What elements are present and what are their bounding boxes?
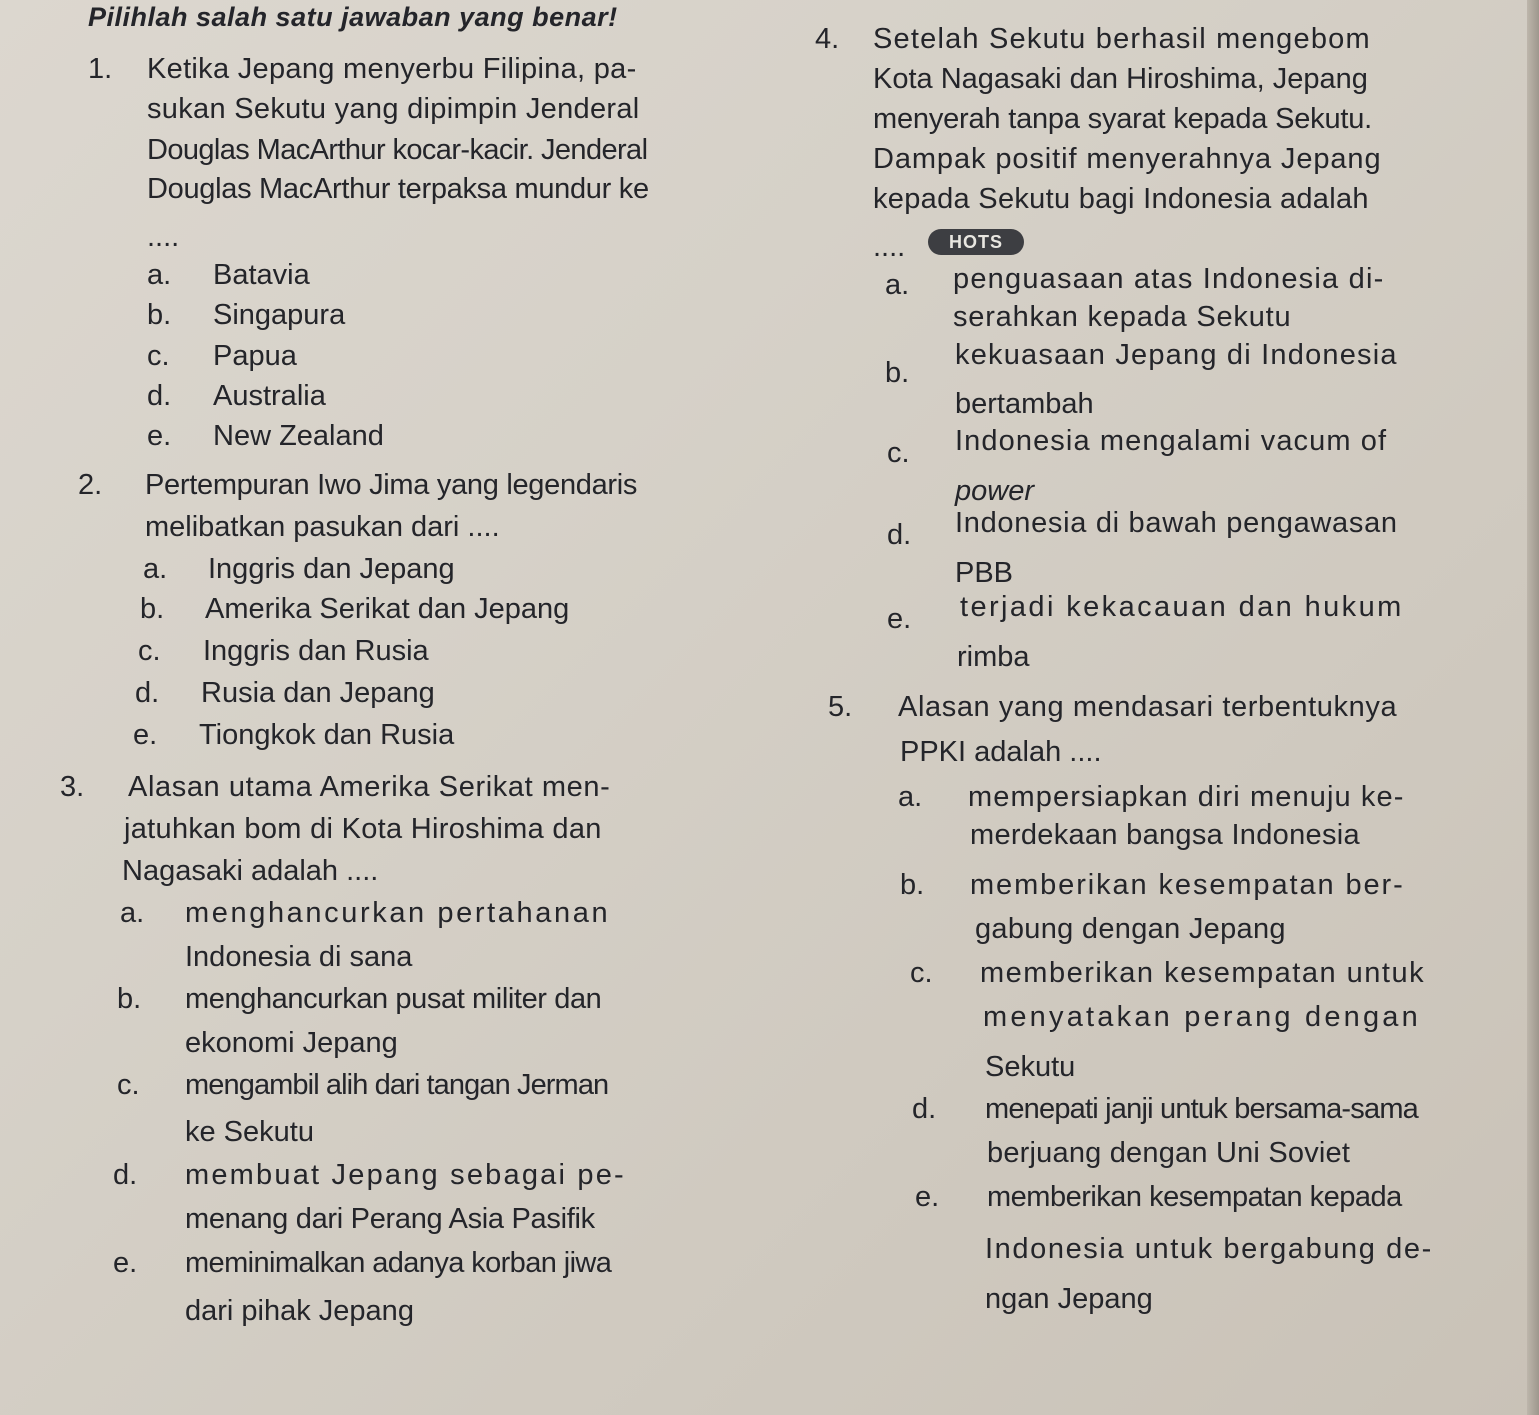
option-text[interactable]: mempersiapkan diri menuju ke- xyxy=(968,781,1405,813)
option-letter[interactable]: e. xyxy=(113,1247,138,1279)
option-text[interactable]: Inggris dan Jepang xyxy=(208,553,455,585)
question-text-line: Douglas MacArthur terpaksa mundur ke xyxy=(147,173,649,205)
option-text[interactable]: mengambil alih dari tangan Jerman xyxy=(185,1069,609,1101)
option-text[interactable]: rimba xyxy=(957,641,1030,673)
question-ellipsis: .... xyxy=(147,221,180,253)
question-number: 2. xyxy=(78,469,103,501)
question-text-line: kepada Sekutu bagi Indonesia adalah xyxy=(873,183,1369,215)
option-letter[interactable]: b. xyxy=(117,983,142,1015)
question-text-line: Nagasaki adalah .... xyxy=(122,855,379,887)
option-letter[interactable]: d. xyxy=(113,1159,138,1191)
option-text[interactable]: bertambah xyxy=(955,388,1094,420)
option-text[interactable]: terjadi kekacauan dan hukum xyxy=(960,591,1404,623)
question-ellipsis: .... xyxy=(873,231,906,263)
option-letter[interactable]: d. xyxy=(147,380,172,412)
option-letter[interactable]: e. xyxy=(147,420,172,452)
option-letter[interactable]: a. xyxy=(120,897,145,929)
question-text-line: melibatkan pasukan dari .... xyxy=(145,511,500,543)
option-text[interactable]: merdekaan bangsa Indonesia xyxy=(970,819,1360,851)
option-letter[interactable]: b. xyxy=(140,593,165,625)
option-letter[interactable]: e. xyxy=(887,603,912,635)
option-text[interactable]: Inggris dan Rusia xyxy=(203,635,429,667)
option-letter[interactable]: e. xyxy=(915,1181,940,1213)
option-text[interactable]: Tiongkok dan Rusia xyxy=(199,719,455,751)
question-text-line: Dampak positif menyerahnya Jepang xyxy=(873,143,1382,175)
option-text[interactable]: memberikan kesempatan ber- xyxy=(970,869,1405,901)
option-text[interactable]: ke Sekutu xyxy=(185,1116,314,1148)
page-edge xyxy=(1527,0,1539,1415)
option-text[interactable]: membuat Jepang sebagai pe- xyxy=(185,1159,626,1191)
question-number: 3. xyxy=(60,771,85,803)
option-text[interactable]: Rusia dan Jepang xyxy=(201,677,435,709)
option-text[interactable]: memberikan kesempatan kepada xyxy=(987,1181,1402,1213)
option-letter[interactable]: a. xyxy=(885,269,910,301)
question-text-line: Kota Nagasaki dan Hiroshima, Jepang xyxy=(873,63,1368,95)
question-text-line: jatuhkan bom di Kota Hiroshima dan xyxy=(124,813,602,845)
option-text[interactable]: power xyxy=(955,475,1034,507)
question-number: 1. xyxy=(88,53,113,85)
option-text[interactable]: Indonesia mengalami vacum of xyxy=(955,425,1388,457)
question-text-line: Alasan utama Amerika Serikat men- xyxy=(128,771,611,803)
option-text[interactable]: Indonesia untuk bergabung de- xyxy=(985,1233,1433,1265)
option-letter[interactable]: c. xyxy=(910,957,933,989)
question-text-line: menyerah tanpa syarat kepada Sekutu. xyxy=(873,103,1373,135)
question-text-line: Douglas MacArthur kocar-kacir. Jenderal xyxy=(147,134,648,166)
option-text[interactable]: Sekutu xyxy=(985,1051,1076,1083)
option-text[interactable]: serahkan kepada Sekutu xyxy=(953,301,1292,333)
option-letter[interactable]: b. xyxy=(885,357,910,389)
instruction-title: Pilihlah salah satu jawaban yang benar! xyxy=(88,2,618,32)
question-text-line: Alasan yang mendasari terbentuknya xyxy=(898,691,1398,723)
option-letter[interactable]: c. xyxy=(117,1069,140,1101)
option-text[interactable]: Singapura xyxy=(213,299,346,331)
option-text[interactable]: menepati janji untuk bersama-sama xyxy=(985,1093,1418,1125)
option-text[interactable]: menyatakan perang dengan xyxy=(983,1001,1421,1033)
option-text[interactable]: menghancurkan pusat militer dan xyxy=(185,983,602,1015)
question-text-line: sukan Sekutu yang dipimpin Jenderal xyxy=(147,93,640,125)
option-text[interactable]: ngan Jepang xyxy=(985,1283,1153,1315)
question-number: 4. xyxy=(815,23,840,55)
option-text[interactable]: Indonesia di sana xyxy=(185,941,413,973)
question-number: 5. xyxy=(828,691,853,723)
option-text[interactable]: ekonomi Jepang xyxy=(185,1027,398,1059)
option-text[interactable]: Australia xyxy=(213,380,326,412)
option-text[interactable]: menghancurkan pertahanan xyxy=(185,897,611,929)
option-text[interactable]: PBB xyxy=(955,557,1014,589)
option-letter[interactable]: c. xyxy=(138,635,161,667)
option-text[interactable]: Batavia xyxy=(213,259,310,291)
option-letter[interactable]: c. xyxy=(147,340,170,372)
option-text[interactable]: kekuasaan Jepang di Indonesia xyxy=(955,339,1398,371)
option-text[interactable]: Amerika Serikat dan Jepang xyxy=(205,593,570,625)
option-text[interactable]: penguasaan atas Indonesia di- xyxy=(953,263,1385,295)
option-text[interactable]: memberikan kesempatan untuk xyxy=(980,957,1426,989)
option-text[interactable]: dari pihak Jepang xyxy=(185,1295,414,1327)
option-text[interactable]: Indonesia di bawah pengawasan xyxy=(955,507,1398,539)
option-text[interactable]: berjuang dengan Uni Soviet xyxy=(987,1137,1351,1169)
option-letter[interactable]: d. xyxy=(912,1093,937,1125)
option-letter[interactable]: c. xyxy=(887,437,910,469)
option-text[interactable]: meminimalkan adanya korban jiwa xyxy=(185,1247,612,1279)
option-letter[interactable]: d. xyxy=(135,677,160,709)
option-text[interactable]: gabung dengan Jepang xyxy=(975,913,1286,945)
option-letter[interactable]: a. xyxy=(147,259,172,291)
option-letter[interactable]: e. xyxy=(133,719,158,751)
option-text[interactable]: Papua xyxy=(213,340,297,372)
option-text[interactable]: New Zealand xyxy=(213,420,384,452)
question-text-line: Setelah Sekutu berhasil mengebom xyxy=(873,23,1371,55)
option-letter[interactable]: d. xyxy=(887,519,912,551)
hots-badge: HOTS xyxy=(928,229,1024,255)
question-text-line: Pertempuran Iwo Jima yang legendaris xyxy=(145,469,638,501)
option-text[interactable]: menang dari Perang Asia Pasifik xyxy=(185,1203,595,1235)
option-letter[interactable]: a. xyxy=(143,553,168,585)
question-text-line: PPKI adalah .... xyxy=(900,736,1102,768)
question-text-line: Ketika Jepang menyerbu Filipina, pa- xyxy=(147,53,637,85)
option-letter[interactable]: b. xyxy=(900,869,925,901)
option-letter[interactable]: b. xyxy=(147,299,172,331)
option-letter[interactable]: a. xyxy=(898,781,923,813)
